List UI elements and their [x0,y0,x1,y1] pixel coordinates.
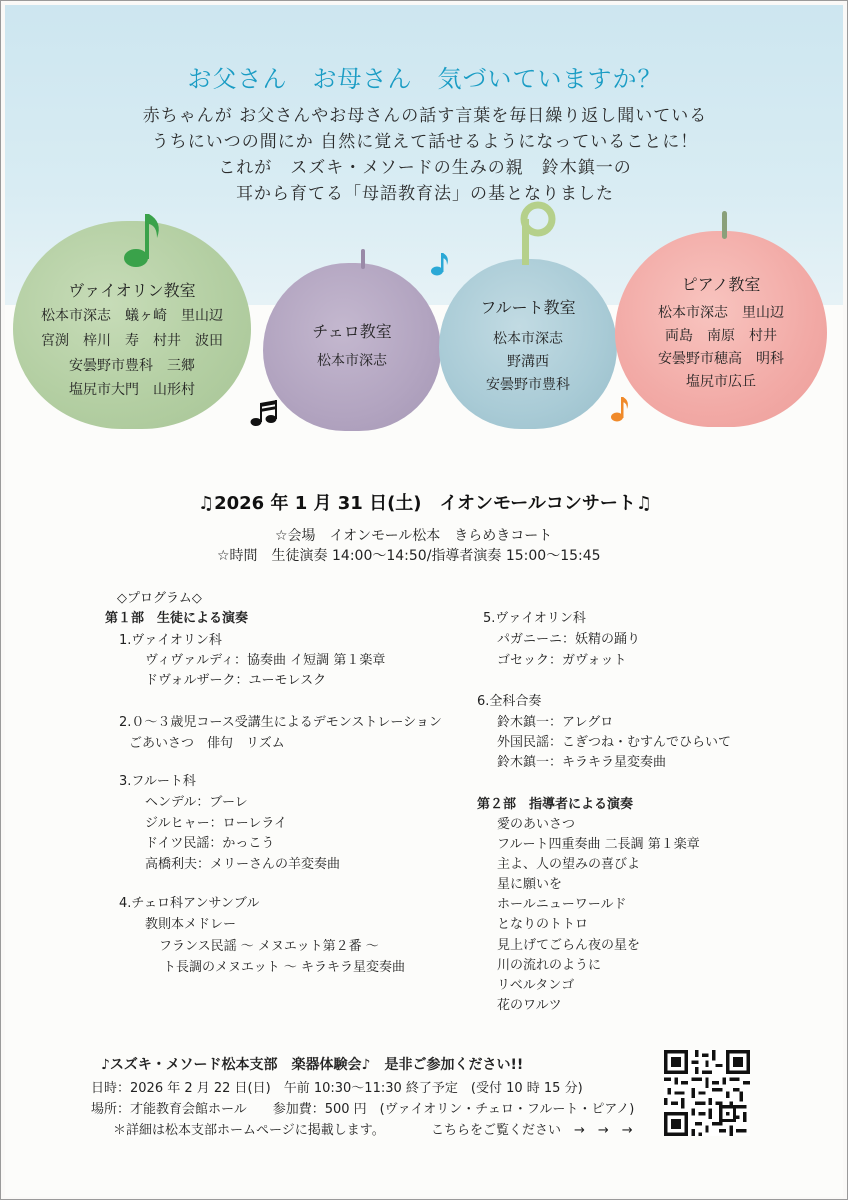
trial-event-place: 場所：才能教育会館ホール 参加費：500 円 (ヴァイオリン・チェロ・フルート・ピアノ) [91,1102,635,1117]
program-item: ドイツ民謡：かっこう [145,836,275,851]
trial-event-date: 日時：2026 年 2 月 22 日(日) 午前 10:30～11:30 終了予定 (受付 10 時 15 分) [91,1081,583,1096]
program-item: ヴィヴァルディ：協奏曲 イ短調 第１楽章 [145,653,386,668]
cello-apple [263,263,441,431]
program-item: パガニーニ：妖精の踊り [497,632,641,647]
cello-class-location: 松本市深志 [317,353,387,369]
program-item: となりのトトロ [497,917,589,932]
program-item: 外国民謡：こぎつね・むすんでひらいて [497,735,732,750]
program-part2-title: 第２部 指導者による演奏 [477,797,634,812]
program-item: フランス民謡 ～ メヌエット第２番 ～ [159,939,379,954]
concert-time: ☆時間 生徒演奏 14:00～14:50/指導者演奏 15:00～15:45 [217,548,601,564]
program-item: ドヴォルザーク：ユーモレスク [145,673,327,688]
music-note-icon [429,249,451,279]
trial-event-note: ＊詳細は松本支部ホームページに掲載します。 [113,1123,385,1138]
piano-class-location: 安曇野市穂高 明科 [658,351,784,367]
program-item: 教則本メドレー [145,917,237,932]
program-item: ホールニューワールド [497,897,627,912]
piano-class-location: 松本市深志 里山辺 [658,305,784,321]
violin-class-location: 松本市深志 蟻ヶ崎 里山辺 [41,308,223,324]
program-item: 6.全科合奏 [477,694,542,709]
cello-class-title: チェロ教室 [312,322,392,341]
beamed-notes-icon [249,397,279,429]
program-item: 5.ヴァイオリン科 [483,611,586,626]
program-item: ゴセック：ガヴォット [497,653,627,668]
program-item: 鈴木鎮一：アレグロ [497,715,614,730]
piano-class-location: 両島 南原 村井 [665,328,777,344]
flute-class-title: フルート教室 [480,298,576,317]
violin-class-location: 安曇野市豊科 三郷 [69,358,195,374]
program-item: フルート四重奏曲 二長調 第１楽章 [497,837,700,852]
intro-line: うちにいつの間にか 自然に覚えて話せるようになっていることに！ [151,132,699,152]
violin-class-location: 宮渕 梓川 寿 村井 波田 [41,333,223,349]
program-item: 川の流れのように [497,958,602,973]
intro-title: お父さん お母さん 気づいていますか？ [187,65,663,93]
qr-prompt: こちらをご覧ください → → → [431,1123,633,1138]
concert-venue: ☆会場 イオンモール松本 きらめきコート [275,528,553,544]
flute-class-location: 安曇野市豊科 [486,377,570,393]
program-item: 星に願いを [497,877,563,892]
qr-code-icon[interactable] [664,1050,750,1136]
intro-line: 耳から育てる「母語教育法」の基となりました [236,184,614,204]
program-item: 鈴木鎮一：キラキラ星変奏曲 [497,755,667,770]
program-item: 1.ヴァイオリン科 [119,633,222,648]
program-item: 見上げてごらん夜の星を [497,938,641,953]
flute-class-location: 松本市深志 [493,331,563,347]
program-heading: ◇プログラム◇ [117,591,202,606]
apple-stem [361,249,365,269]
intro-line: これが スズキ・メソードの生みの親 鈴木鎮一の [218,158,632,178]
trial-event-title: ♪スズキ・メソード松本支部 楽器体験会♪ 是非ご参加ください!! [101,1057,524,1073]
violin-class-location: 塩尻市大門 山形村 [69,382,195,398]
music-note-icon [119,206,163,276]
program-item: 花のワルツ [497,998,562,1013]
program-item: 4.チェロ科アンサンブル [119,896,260,911]
program-item: 2.０～３歳児コース受講生によるデモンストレーション [119,715,442,730]
intro-line: 赤ちゃんが お父さんやお母さんの話す言葉を毎日繰り返し聞いている [142,106,708,126]
program-item: ト長調のメヌエット ～ キラキラ星変奏曲 [163,960,406,975]
music-note-icon [609,393,631,425]
flute-class-location: 野溝西 [507,354,549,370]
program-item: 高橋利夫：メリーさんの羊変奏曲 [145,857,341,872]
program-item: 愛のあいさつ [497,817,576,832]
program-item: 主よ、人の望みの喜びよ [497,857,641,872]
piano-class-location: 塩尻市広丘 [686,374,756,390]
program-item: ジルヒャー：ローレライ [145,816,288,831]
concert-title: ♫2026 年 1 月 31 日(土) イオンモールコンサート♫ [197,493,653,514]
music-note-icon [508,199,558,265]
program-part1-title: 第１部 生徒による演奏 [105,611,249,626]
program-item: ごあいさつ 俳句 リズム [129,736,285,751]
piano-class-title: ピアノ教室 [681,275,761,294]
program-item: 3.フルート科 [119,774,196,789]
program-item: ヘンデル：ブーレ [145,795,248,810]
program-item: リベルタンゴ [497,978,575,993]
violin-class-title: ヴァイオリン教室 [68,281,196,300]
apple-stem [722,211,727,239]
